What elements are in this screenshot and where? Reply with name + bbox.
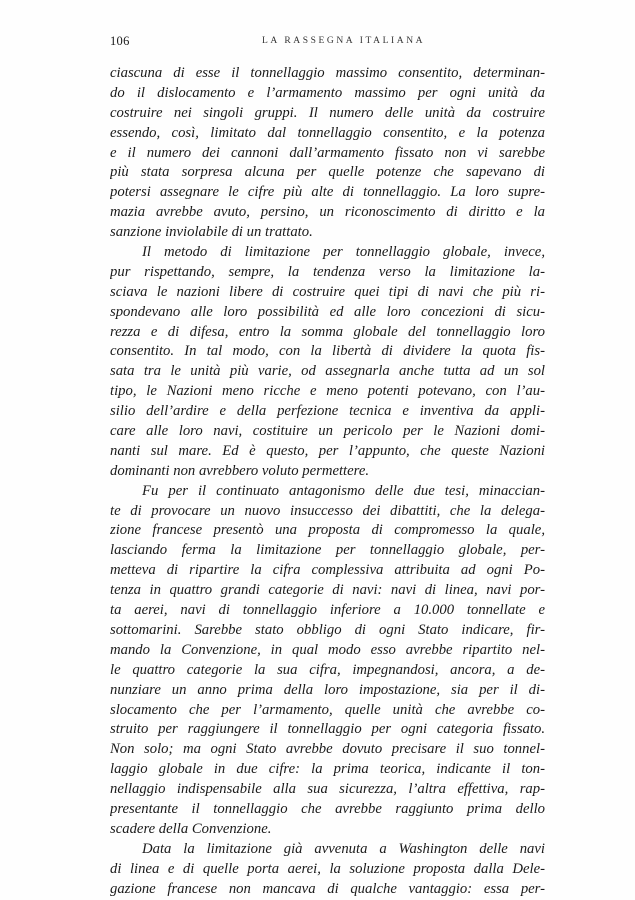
body-text xyxy=(110,64,545,899)
text-line: tenza in quattro grandi categorie di navi: navi di linea, navi por- xyxy=(110,582,545,599)
text-line: sata tra le unità più varie, od assegnarla anche tutta ad un sol xyxy=(110,363,545,380)
text-line: potersi assegnare le cifre più alte di tonnellaggio. La loro supre- xyxy=(110,184,545,201)
text-line: metteva di ripartire la cifra complessiva attribuita ad ogni Po- xyxy=(110,562,545,579)
text-line: tipo, le Nazioni meno ricche e meno potenti potevano, con l’au- xyxy=(110,383,545,400)
text-line: sciava le nazioni libere di costruire quei tipi di navi che più ri- xyxy=(110,283,545,300)
text-line: consentito. In tal modo, con la libertà di dividere la quota fis- xyxy=(110,343,545,360)
page-header xyxy=(110,34,543,50)
text-line: rezza e di difesa, entro la somma globale del tonnellaggio loro xyxy=(110,323,545,340)
text-line: struito per raggiungere il tonnellaggio per ogni categoria fissato. xyxy=(110,721,545,738)
text-line: gazione francese non mancava di qualche vantaggio: essa per- xyxy=(110,880,545,897)
page-number: 106 xyxy=(110,34,130,48)
text-line: nellaggio indispensabile alla sua sicurezza, l’altra effettiva, rap- xyxy=(110,781,545,798)
text-line: mazia avrebbe avuto, persino, un riconoscimento di diritto e la xyxy=(110,204,545,221)
text-line: sottomarini. Sarebbe stato obbligo di ogni Stato indicare, fir- xyxy=(110,621,545,638)
text-line: scadere della Convenzione. xyxy=(110,820,272,837)
text-line: costruire nei singoli gruppi. Il numero delle unità da costruire xyxy=(110,104,545,121)
text-line: laggio globale in due cifre: la prima teorica, indicante il ton- xyxy=(110,761,545,778)
text-line: do il dislocamento e l’armamento massimo per ogni unità da xyxy=(110,84,545,101)
text-line: essendo, così, limitato dal tonnellaggio consentito, e la potenza xyxy=(110,124,545,141)
text-line: pur rispettando, sempre, la tendenza verso la limitazione la- xyxy=(110,263,545,280)
text-line: sanzione inviolabile di un trattato. xyxy=(110,224,313,241)
text-line: care alle loro navi, costituire un pericolo per le Nazioni domi- xyxy=(110,423,545,440)
text-line: ta aerei, navi di tonnellaggio inferiore a 10.000 tonnellate e xyxy=(110,602,545,619)
text-line: spondevano alle loro possibilità ed alle loro concezioni di sicu- xyxy=(110,303,545,320)
text-line: più stata sorpresa alcuna per quelle potenze che sapevano di xyxy=(110,164,545,181)
running-head: LA RASSEGNA ITALIANA xyxy=(262,36,426,46)
text-line: nanti sul mare. Ed è questo, per l’appunto, che queste Nazioni xyxy=(110,442,545,459)
text-line: lasciando ferma la limitazione per tonnellaggio globale, per- xyxy=(110,542,545,559)
text-line: silio dell’ardire e della perfezione tecnica e inventiva da appli- xyxy=(110,403,545,420)
text-line: le quattro categorie la sua cifra, impegnandosi, ancora, a de- xyxy=(110,661,545,678)
text-line: zione francese presentò una proposta di compromesso la quale, xyxy=(110,522,545,539)
text-line: Il metodo di limitazione per tonnellaggio globale, invece, xyxy=(142,244,545,261)
text-line: Data la limitazione già avvenuta a Washington delle navi xyxy=(142,840,545,857)
text-line: di linea e di quelle porta aerei, la soluzione proposta dalla Dele- xyxy=(110,860,545,877)
text-line: slocamento che per l’armamento, quelle unità che avrebbe co- xyxy=(110,701,545,718)
text-line: te di provocare un nuovo insuccesso dei dibattiti, che la delega- xyxy=(110,502,545,519)
text-line: e il numero dei cannoni dall’armamento fissato non vi sarebbe xyxy=(110,144,545,161)
text-line: Fu per il continuato antagonismo delle due tesi, minaccian- xyxy=(142,482,545,499)
text-line: presentante il tonnellaggio che avrebbe raggiunto prima dello xyxy=(110,800,545,817)
text-line: Non solo; ma ogni Stato avrebbe dovuto precisare il suo tonnel- xyxy=(110,741,545,758)
text-line: ciascuna di esse il tonnellaggio massimo consentito, determinan- xyxy=(110,65,545,81)
text-line: mando la Convenzione, in qual modo esso avrebbe ripartito nel- xyxy=(110,641,545,658)
text-line: nunziare un anno prima della loro impostazione, sia per il di- xyxy=(110,681,545,698)
text-line: dominanti non avrebbero voluto permettere. xyxy=(110,462,370,479)
